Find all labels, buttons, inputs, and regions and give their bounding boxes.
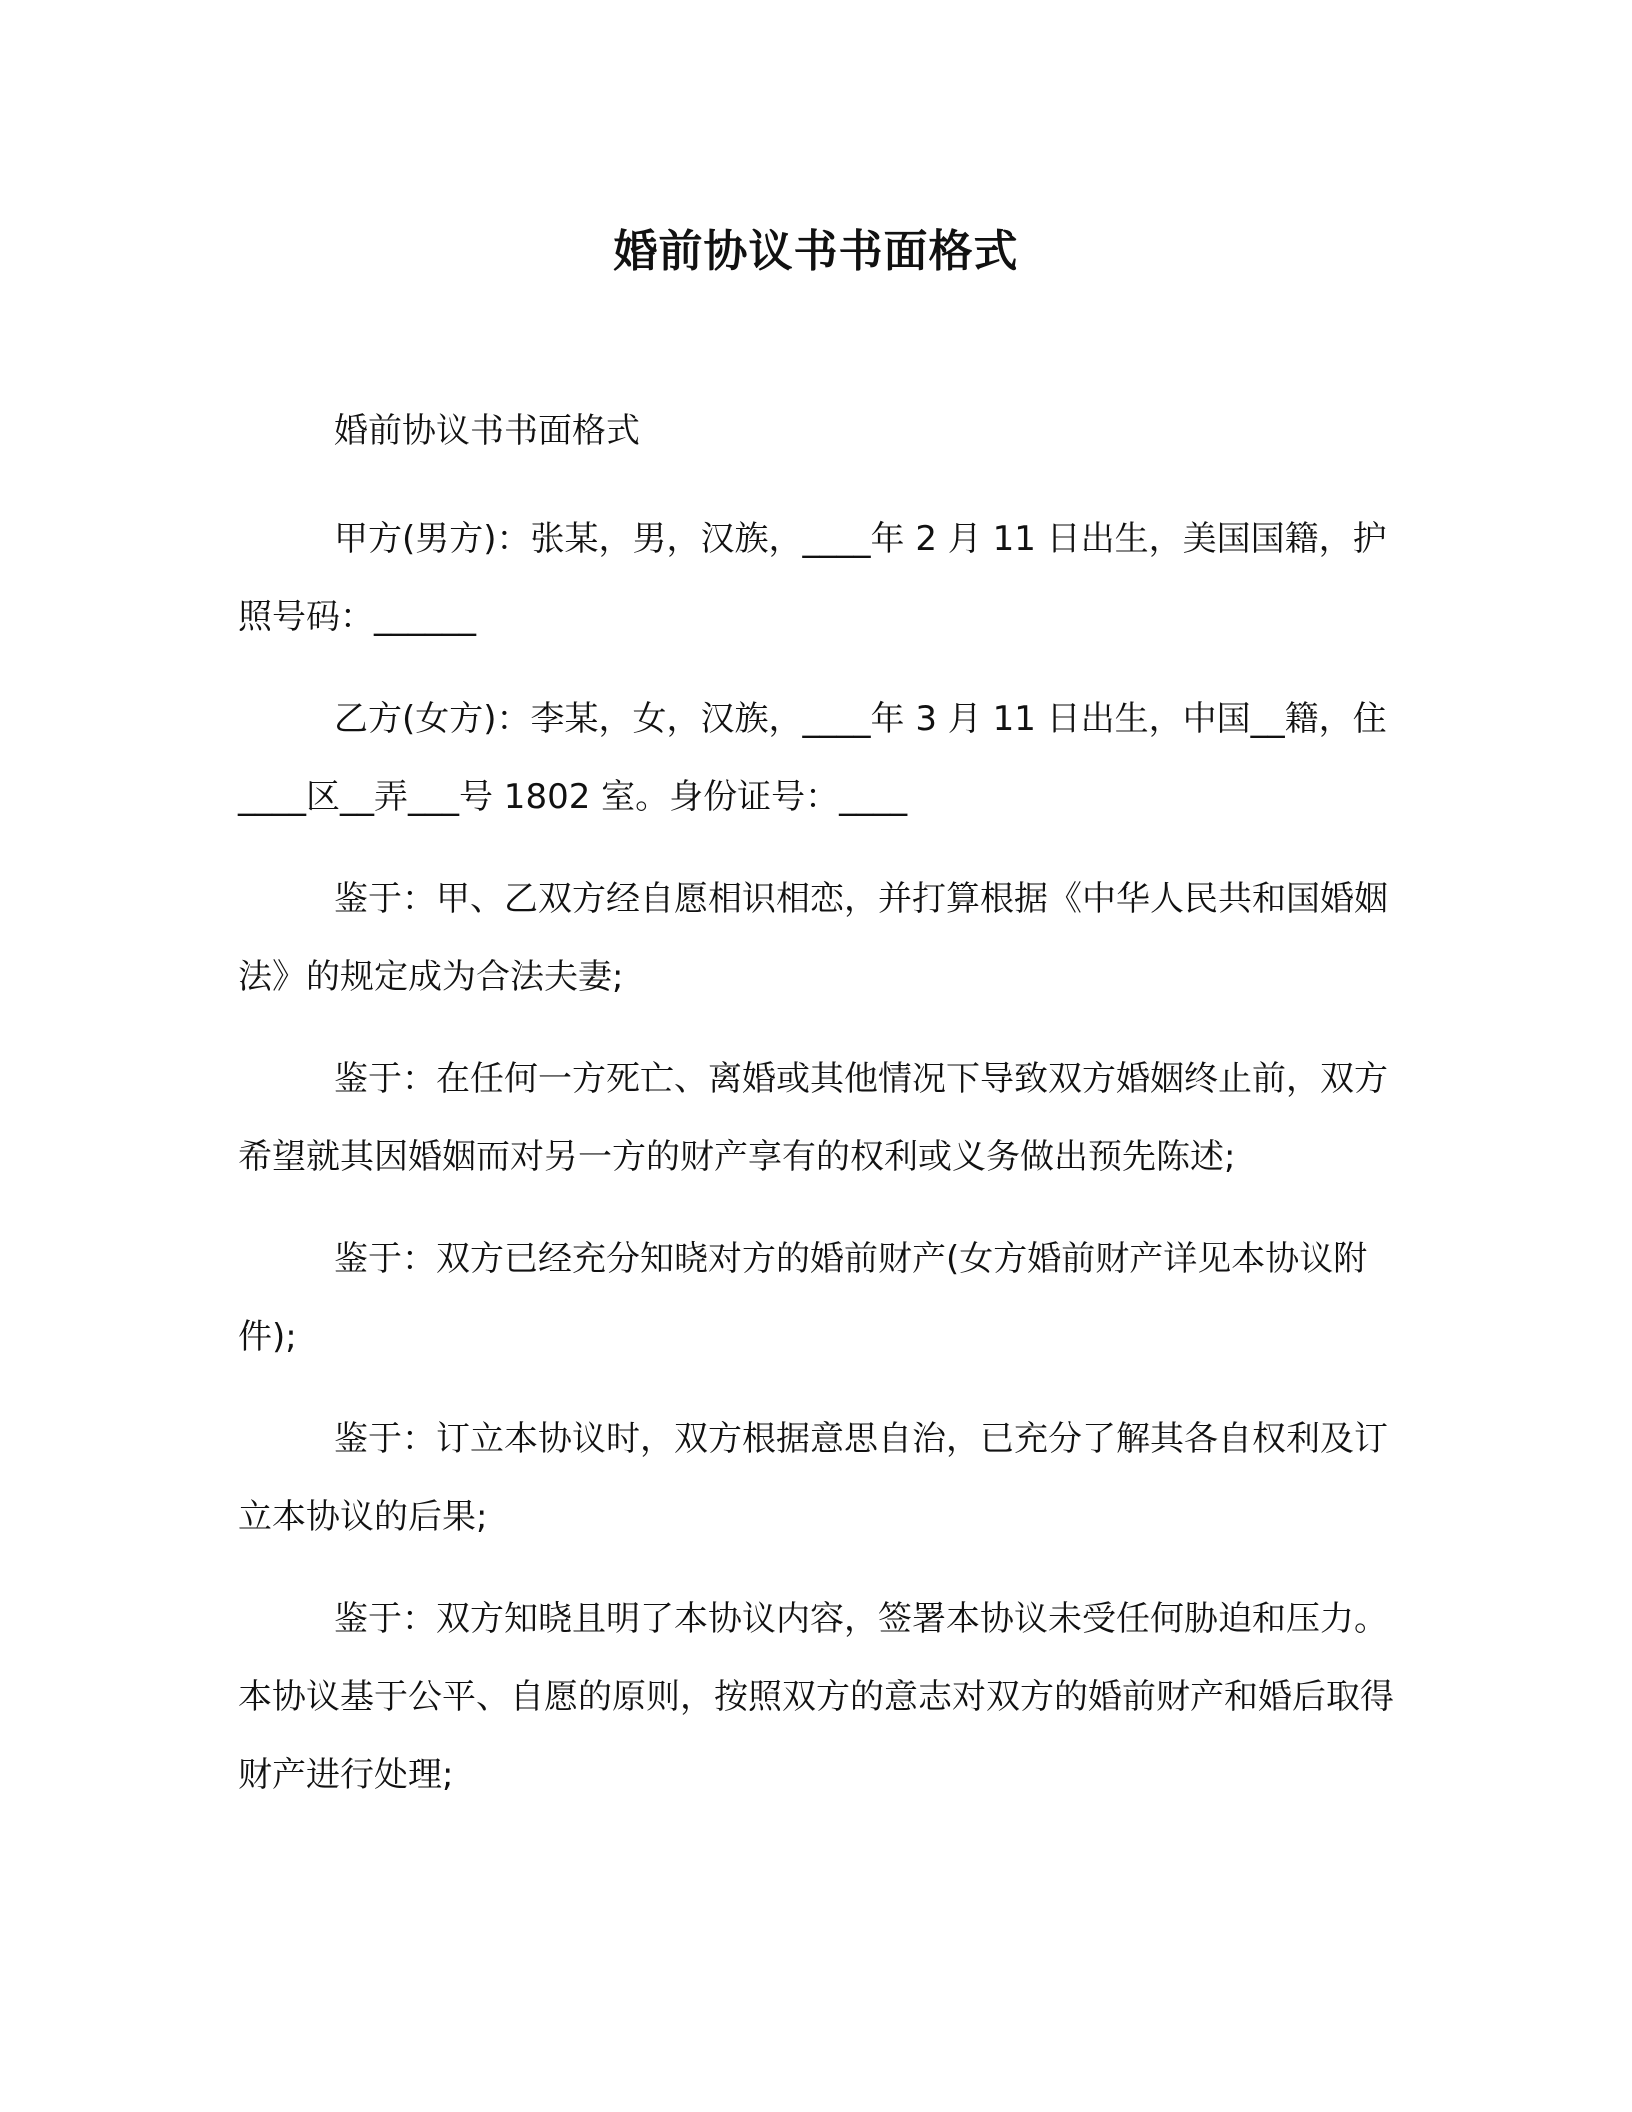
whereas-paragraph-2: 鉴于：在任何一方死亡、离婚或其他情况下导致双方婚姻终止前，双方希望就其因婚姻而对另一方的财产享有的权利或义务做出预先陈述; <box>238 1059 1388 1177</box>
document-title: 婚前协议书书面格式 <box>613 226 1019 277</box>
party-b-paragraph: 乙方(女方)：李某，女，汉族，____年 3 月 11 日出生，中国__籍，住____区__弄___号 1802 室。身份证号：____ <box>238 699 1387 817</box>
document-body <box>238 392 1398 1838</box>
whereas-paragraph-4: 鉴于：订立本协议时，双方根据意思自治，已充分了解其各自权利及订立本协议的后果; <box>238 1419 1388 1537</box>
whereas-paragraph-1: 鉴于：甲、乙双方经自愿相识相恋，并打算根据《中华人民共和国婚姻法》的规定成为合法夫妻; <box>238 879 1388 997</box>
document-subtitle: 婚前协议书书面格式 <box>334 411 640 451</box>
party-a-paragraph: 甲方(男方)：张某，男，汉族，____年 2 月 11 日出生，美国国籍，护照号码：______ <box>238 519 1387 637</box>
whereas-paragraph-3: 鉴于：双方已经充分知晓对方的婚前财产(女方婚前财产详见本协议附件); <box>238 1239 1368 1357</box>
whereas-paragraph-5: 鉴于：双方知晓且明了本协议内容，签署本协议未受任何胁迫和压力。本协议基于公平、自愿的原则，按照双方的意志对双方的婚前财产和婚后取得财产进行处理; <box>238 1599 1394 1795</box>
